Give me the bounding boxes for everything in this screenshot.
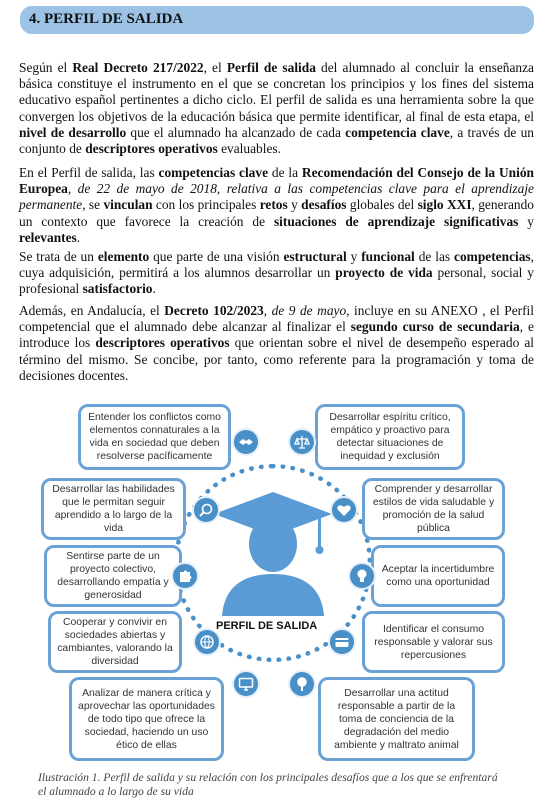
text-run: de la (268, 165, 302, 180)
figure-caption: Ilustración 1. Perfil de salida y su relación con los principales desafíos que a los que se enfrentará el alumnado a lo largo de su vida (38, 771, 498, 798)
text-run: elemento (97, 249, 150, 264)
text-run: Perfil de salida (226, 60, 316, 75)
text-run: Decreto 102/2023 (164, 303, 264, 318)
text-run: Además, en Andalucía, el (19, 303, 165, 318)
puzzle-icon (171, 562, 199, 590)
text-run: , e introduce los (19, 319, 535, 351)
text-run: personal, social y profesional (19, 265, 534, 297)
text-run: proyecto de vida (335, 265, 433, 281)
paragraph-3 (19, 249, 534, 298)
text-run: , cuya adquisición, permitirá a los alumnos desarrollar un (19, 249, 534, 281)
text-run: , (67, 181, 78, 197)
text-run: competencias clave (158, 165, 269, 180)
text-run: siglo XXI (417, 197, 472, 213)
challenge-box-collective-project: Sentirse parte de un proyecto colectivo, desarrollando empatía y generosidad (44, 545, 182, 607)
text-run: evaluables. (217, 141, 281, 157)
challenge-box-critical-analysis: Analizar de manera crítica y aprovechar las oportunidades de todo tipo que ofrece la sociedad, haciendo un uso ético de ellas (69, 677, 224, 761)
text-run: , incluye en su ANEXO , el Perfil competencial que el alumnado debe alcanzar al finalizar el (19, 303, 534, 335)
text-run: y (346, 249, 362, 264)
challenge-box-diversity: Cooperar y convivir en sociedades abiertas y cambiantes, valorando la diversidad (48, 611, 182, 673)
text-run: y (287, 197, 302, 213)
text-run: situaciones de aprendizaje significativas (273, 213, 519, 229)
tree-icon (288, 670, 316, 698)
challenge-box-lifelong-learning: Desarrollar las habilidades que le permitan seguir aprendido a lo largo de la vida (41, 478, 186, 540)
challenge-box-responsible-consumption: Identificar el consumo responsable y valorar sus repercusiones (362, 611, 505, 673)
text-run: competencia clave (345, 124, 450, 140)
paragraph-2 (19, 165, 534, 246)
text-run: que el alumnado ha alcanzado de cada (126, 124, 346, 140)
challenge-box-healthy-life: Comprender y desarrollar estilos de vida saludable y promoción de la salud pública (362, 478, 505, 540)
text-run: Se trata de un (19, 249, 98, 264)
text-run: de 22 de mayo de 2018 (77, 181, 217, 197)
text-run: . (152, 281, 156, 297)
text-run: competencias (454, 249, 531, 264)
text-run: de 9 de mayo (271, 303, 347, 318)
text-run: nivel de desarrollo (19, 124, 127, 140)
challenge-box-conflicts: Entender los conflictos como elementos connaturales a la vida en sociedad que deben resolverse pacíficamente (78, 404, 231, 470)
challenge-box-critical-spirit: Desarrollar espíritu crítico, empático y proactivo para detectar situaciones de inequidad y exclusión (315, 404, 465, 470)
handshake-icon (232, 428, 260, 456)
scales-icon (288, 428, 316, 456)
text-run: , a través de un conjunto de (19, 124, 534, 157)
text-run: funcional (361, 249, 415, 264)
text-run: En el Perfil de salida, las (19, 165, 159, 180)
text-run: y (518, 213, 534, 229)
text-run: segundo curso de secundaria (350, 319, 520, 335)
magnifier-icon (192, 496, 220, 524)
challenge-box-uncertainty: Aceptar la incertidumbre como una oportunidad (371, 545, 505, 607)
text-run: relevantes (19, 229, 77, 245)
student-figure-icon (214, 492, 332, 616)
challenge-box-environment: Desarrollar una actitud responsable a partir de la toma de conciencia de la degradación del medio ambiente y maltrato animal (318, 677, 475, 761)
text-run: del alumnado al concluir la enseñanza básica constituye el instrumento en el que se concretan los principios y los fines del sistema educativo español pertinentes a dicho ciclo. El perfil de salida es una herramienta sobre la que convergen los objetivos de la educación básica que permite identificar, al final de esta etapa, el (19, 60, 534, 124)
heart-icon (330, 496, 358, 524)
text-run: , el (203, 60, 227, 75)
text-run: con los principales (152, 197, 260, 213)
text-run: , generando un contexto que favorece la creación de (19, 197, 534, 229)
text-run: Según el (19, 60, 73, 75)
center-label: PERFIL DE SALIDA (216, 620, 318, 632)
text-run: globales del (346, 197, 418, 213)
text-run: descriptores operativos (95, 335, 230, 351)
text-run: . (76, 229, 81, 245)
paragraph-1 (19, 60, 534, 157)
text-run: desafíos (301, 197, 347, 213)
text-run: , (216, 181, 227, 197)
text-run: que parte de una visión (149, 249, 284, 264)
text-run: que orientan sobre el nivel de desempeño esperado al término del mismo. Se concibe, por tanto, como referente para la programación y toma de decisiones docentes. (19, 335, 535, 383)
text-run: , (263, 303, 272, 318)
text-run: de las (414, 249, 455, 264)
perfil-diagram (36, 402, 506, 764)
text-run: , se (82, 197, 104, 213)
lightbulb-icon (348, 562, 376, 590)
text-run: relativa a las competencias clave para el aprendizaje permanente (19, 181, 534, 213)
text-run: descriptores operativos (85, 141, 218, 157)
text-run: satisfactorio (82, 281, 153, 297)
globe-icon (193, 628, 221, 656)
text-run: retos (259, 197, 288, 213)
paragraph-4 (19, 303, 534, 384)
monitor-icon (232, 670, 260, 698)
section-heading: 4. PERFIL DE SALIDA (29, 11, 184, 27)
text-run: Recomendación del Consejo de la Unión Europea (19, 165, 534, 197)
card-icon (328, 628, 356, 656)
section-heading-bar (20, 6, 534, 34)
text-run: Real Decreto 217/2022 (72, 60, 204, 75)
text-run: vinculan (103, 197, 153, 213)
text-run: estructural (283, 249, 347, 264)
